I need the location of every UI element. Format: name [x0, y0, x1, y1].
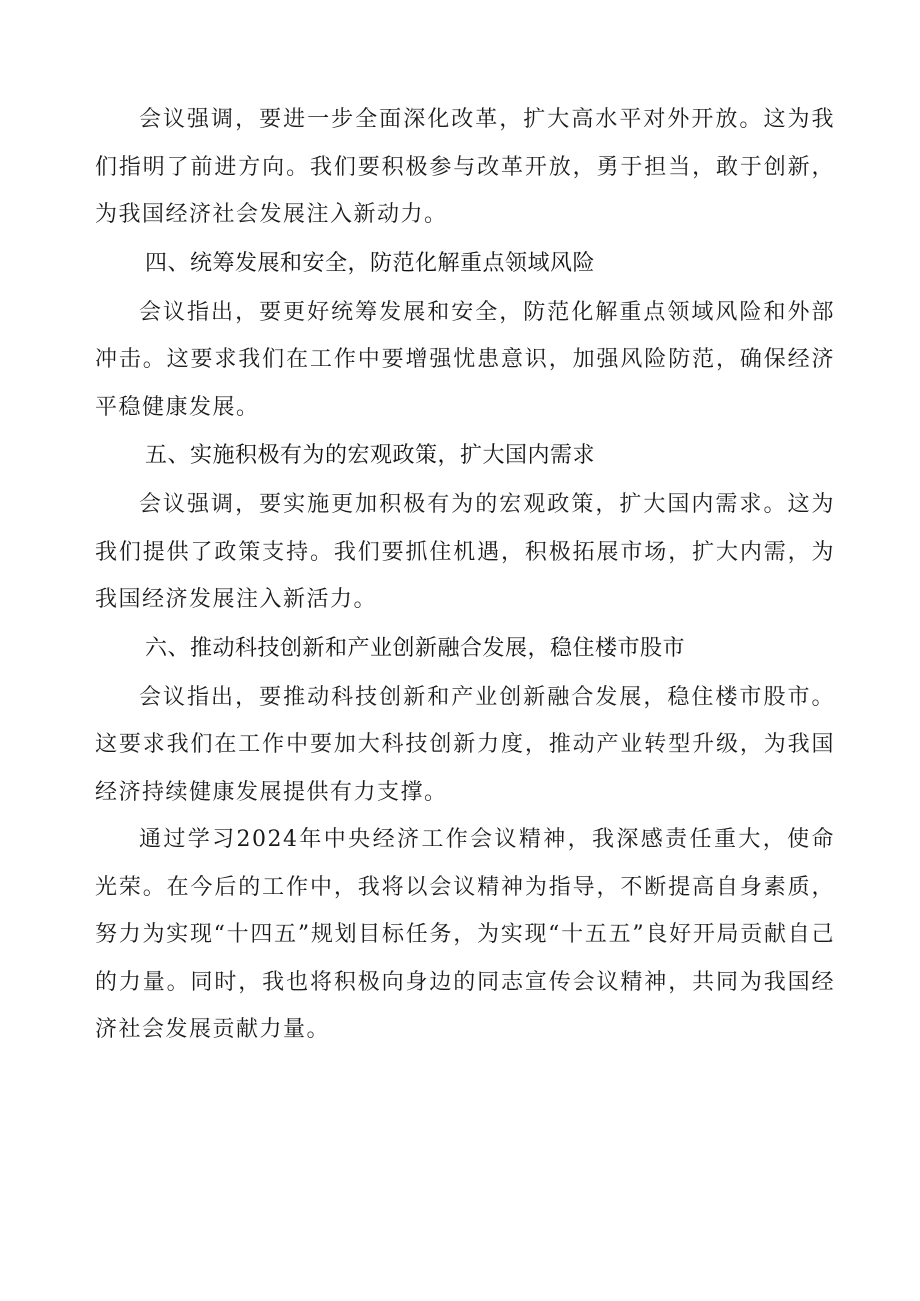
paragraph-tech-innovation: 会议指出，要推动科技创新和产业创新融合发展，稳住楼市股市。这要求我们在工作中要加大科技创新力度，推动产业转型升级，为我国经济持续健康发展提供有力支撑。	[95, 684, 835, 805]
section-heading-four: 四、统筹发展和安全，防范化解重点领域风险	[145, 250, 596, 276]
section-heading-five: 五、实施积极有为的宏观政策，扩大国内需求	[145, 443, 596, 468]
paragraph-development-security: 会议指出，要更好统筹发展和安全，防范化解重点领域风险和外部冲击。这要求我们在工作中要增强忧患意识，加强风险防范，确保经济平稳健康发展。	[95, 299, 835, 420]
paragraph-macro-policy: 会议强调，要实施更加积极有为的宏观政策，扩大国内需求。这为我们提供了政策支持。我们要抓住机遇，积极拓展市场，扩大内需，为我国经济发展注入新活力。	[95, 492, 835, 612]
paragraph-conclusion: 通过学习2024年中央经济工作会议精神，我深感责任重大，使命光荣。在今后的工作中，我将以会议精神为指导，不断提高自身素质，努力为实现“十四五”规划目标任务，为实现“十五五”良好开局贡献自己的力量。同时，我也将积极向身边的同志宣传会议精神，共同为我国经济社会发展贡献力量。	[95, 827, 835, 1042]
document-page	[95, 96, 835, 1054]
section-heading-six: 六、推动科技创新和产业创新融合发展，稳住楼市股市	[145, 635, 686, 661]
paragraph-reform-opening: 会议强调，要进一步全面深化改革，扩大高水平对外开放。这为我们指明了前进方向。我们要积极参与改革开放，勇于担当，敢于创新，为我国经济社会发展注入新动力。	[95, 107, 835, 227]
